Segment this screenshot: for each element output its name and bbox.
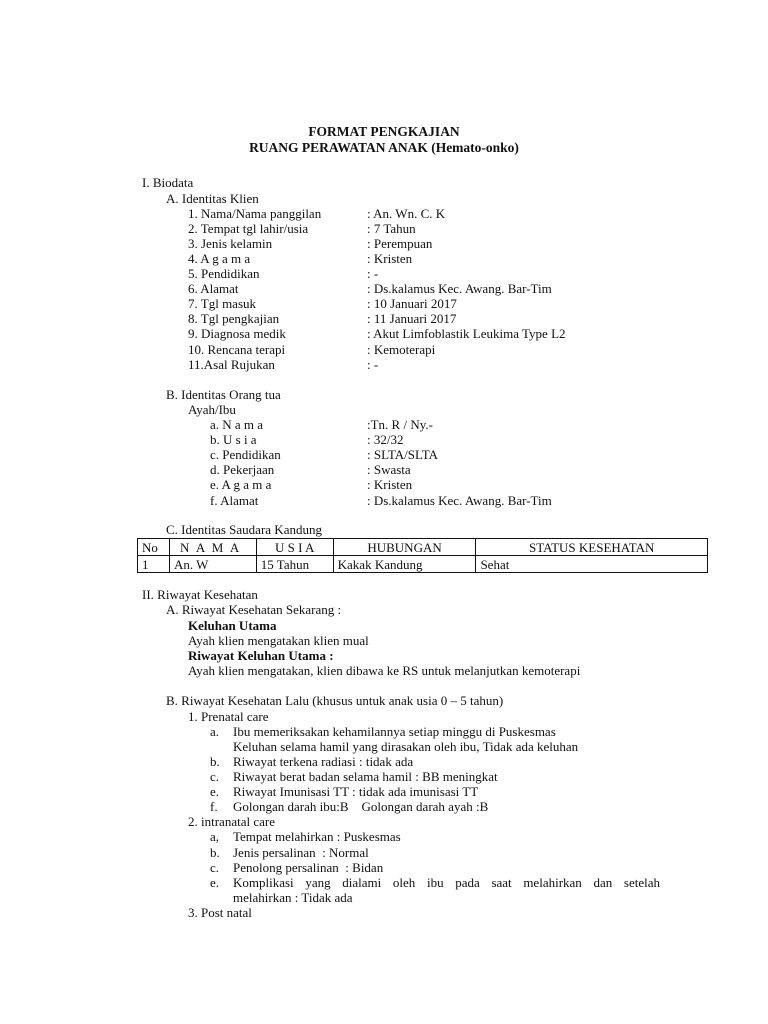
klien-value: : - [367,357,379,372]
klien-label: 10. Rencana terapi [188,342,286,357]
ayah-ibu-label: Ayah/Ibu [188,402,236,417]
list-marker: a. [210,724,220,739]
list-marker: c. [210,860,220,875]
list-item: Komplikasi yang dialami oleh ibu pada saat melahirkan dan setelah [233,875,660,890]
postnatal-heading: 3. Post natal [188,905,252,920]
list-item: Riwayat Imunisasi TT : tidak ada imunisasi TT [233,784,479,799]
klien-value: : Ds.kalamus Kec. Awang. Bar-Tim [367,281,552,296]
klien-label: 7. Tgl masuk [188,296,257,311]
list-item: Golongan darah ibu:B Golongan darah ayah :B [233,799,489,814]
list-marker: b. [210,845,220,860]
riwayat-lalu-heading: B. Riwayat Kesehatan Lalu (khusus untuk anak usia 0 – 5 tahun) [166,693,504,708]
prenatal-heading: 1. Prenatal care [188,709,269,724]
ortu-label: b. U s i a [210,432,257,447]
list-marker: e. [210,875,220,890]
table-cell: An. W [169,556,256,573]
list-marker: b. [210,754,220,769]
klien-label: 5. Pendidikan [188,266,260,281]
ortu-label: c. Pendidikan [210,447,281,462]
document-subtitle: RUANG PERAWATAN ANAK (Hemato-onko) [249,140,519,155]
list-item: Ibu memeriksakan kehamilannya setiap minggu di Puskesmas [233,724,556,739]
klien-value: : 11 Januari 2017 [367,311,457,326]
table-cell: 15 Tahun [256,556,333,573]
riwayat-sekarang-heading: A. Riwayat Kesehatan Sekarang : [166,602,342,617]
keluhan-utama-label: Keluhan Utama [188,618,277,633]
identitas-klien-heading: A. Identitas Klien [166,191,259,206]
list-item: Jenis persalinan : Normal [233,845,369,860]
klien-value: : Perempuan [367,236,433,251]
klien-label: 11.Asal Rujukan [188,357,275,372]
table-cell: Sehat [476,556,708,573]
klien-value: : 7 Tahun [367,221,416,236]
riwayat-keluhan-text: Ayah klien mengatakan, klien dibawa ke RS untuk melanjutkan kemoterapi [188,663,581,678]
table-cell: Kakak Kandung [333,556,476,573]
intranatal-heading: 2. intranatal care [188,814,275,829]
column-header: U S I A [256,539,333,556]
klien-label: 3. Jenis kelamin [188,236,273,251]
ortu-value: : Swasta [367,462,411,477]
ortu-label: f. Alamat [210,493,259,508]
list-item: Riwayat terkena radiasi : tidak ada [233,754,414,769]
column-header: No [138,539,170,556]
table-header-row [138,539,708,556]
klien-value: : Kemoterapi [367,342,436,357]
keluhan-utama-text: Ayah klien mengatakan klien mual [188,633,369,648]
ortu-label: d. Pekerjaan [210,462,275,477]
document-title: FORMAT PENGKAJIAN [308,124,460,139]
ortu-value: : Ds.kalamus Kec. Awang. Bar-Tim [367,493,552,508]
klien-value: : Akut Limfoblastik Leukima Type L2 [367,326,566,341]
klien-label: 2. Tempat tgl lahir/usia [188,221,309,236]
list-marker: f. [210,799,218,814]
saudara-kandung-heading: C. Identitas Saudara Kandung [166,522,322,537]
ortu-label: a. N a m a [210,417,264,432]
klien-label: 6. Alamat [188,281,239,296]
ortu-label: e. A g a m a [210,477,272,492]
klien-value: : - [367,266,379,281]
table-row [138,556,708,573]
identitas-orang-tua-heading: B. Identitas Orang tua [166,387,281,402]
riwayat-keluhan-label: Riwayat Keluhan Utama : [188,648,334,663]
klien-label: 8. Tgl pengkajian [188,311,280,326]
column-header: N A M A [169,539,256,556]
list-marker: a, [210,829,220,844]
section-biodata-heading: I. Biodata [142,175,194,190]
list-item: Penolong persalinan : Bidan [233,860,384,875]
saudara-kandung-table [137,538,708,573]
ortu-value: : SLTA/SLTA [367,447,439,462]
ortu-value: : 32/32 [367,432,404,447]
section-riwayat-heading: II. Riwayat Kesehatan [142,587,258,602]
table-cell: 1 [138,556,170,573]
column-header: STATUS KESEHATAN [476,539,708,556]
list-item: Tempat melahirkan : Puskesmas [233,829,401,844]
ortu-value: : Kristen [367,477,413,492]
list-marker: c. [210,769,220,784]
list-item-continuation: melahirkan : Tidak ada [233,890,353,905]
klien-label: 4. A g a m a [188,251,251,266]
klien-value: : An. Wn. C. K [367,206,446,221]
list-marker: e. [210,784,220,799]
list-item-continuation: Keluhan selama hamil yang dirasakan oleh ibu, Tidak ada keluhan [233,739,579,754]
ortu-value: :Tn. R / Ny.- [367,417,433,432]
klien-label: 9. Diagnosa medik [188,326,286,341]
klien-value: : 10 Januari 2017 [367,296,457,311]
klien-label: 1. Nama/Nama panggilan [188,206,322,221]
list-item: Riwayat berat badan selama hamil : BB meningkat [233,769,498,784]
klien-value: : Kristen [367,251,413,266]
column-header: HUBUNGAN [333,539,476,556]
